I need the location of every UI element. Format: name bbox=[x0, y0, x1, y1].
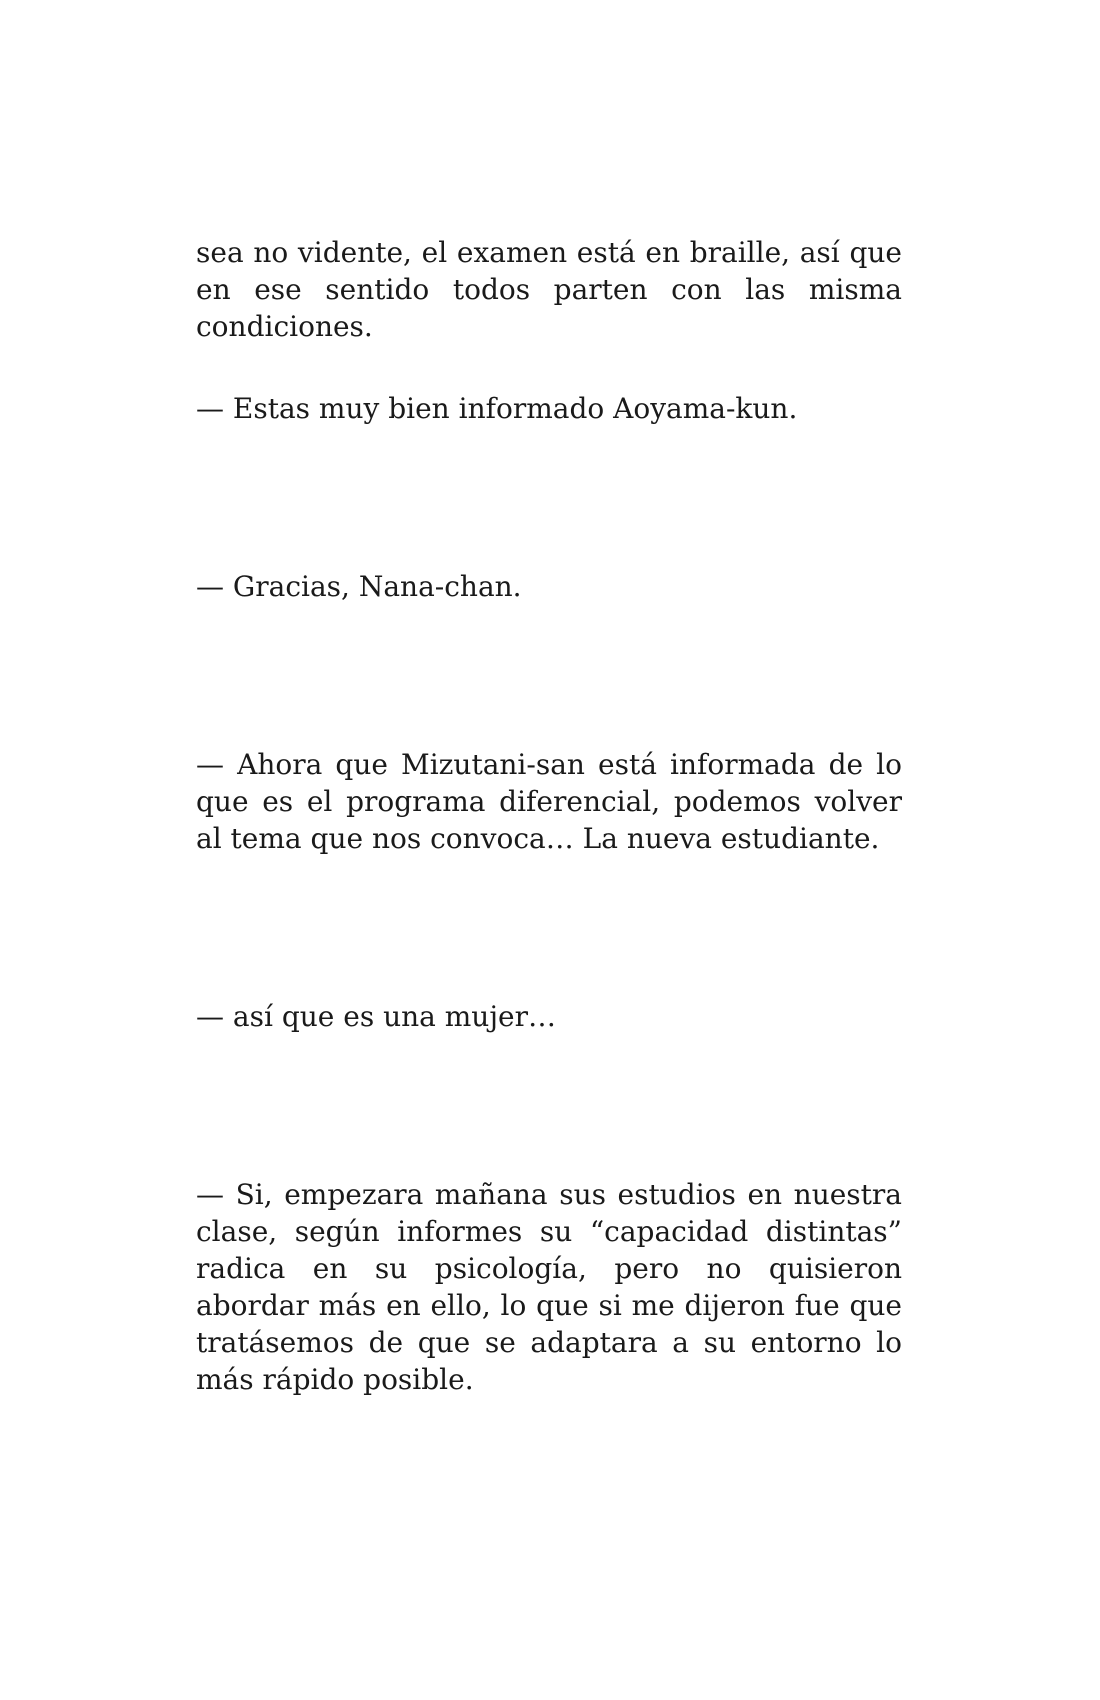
dialogue-line: — Estas muy bien informado Aoyama-kun. bbox=[196, 392, 798, 425]
dialogue-line: — Ahora que Mizutani-san está informada de lo que es el programa diferencial, podemos volver al tema que nos convoca… La nueva estudiante. bbox=[196, 748, 902, 855]
dialogue-line: — así que es una mujer… bbox=[196, 1000, 556, 1033]
dialogue-line: — Gracias, Nana-chan. bbox=[196, 570, 522, 603]
paragraph-continuation: sea no vidente, el examen está en braille, así que en ese sentido todos parten con las misma condiciones. bbox=[196, 236, 902, 343]
dialogue-line: — Si, empezara mañana sus estudios en nuestra clase, según informes su “capacidad distintas” radica en su psicología, pero no quisieron abordar más en ello, lo que si me dijeron fue que tratásemos de que se adaptara a su entorno lo más rápido posible. bbox=[196, 1178, 902, 1396]
